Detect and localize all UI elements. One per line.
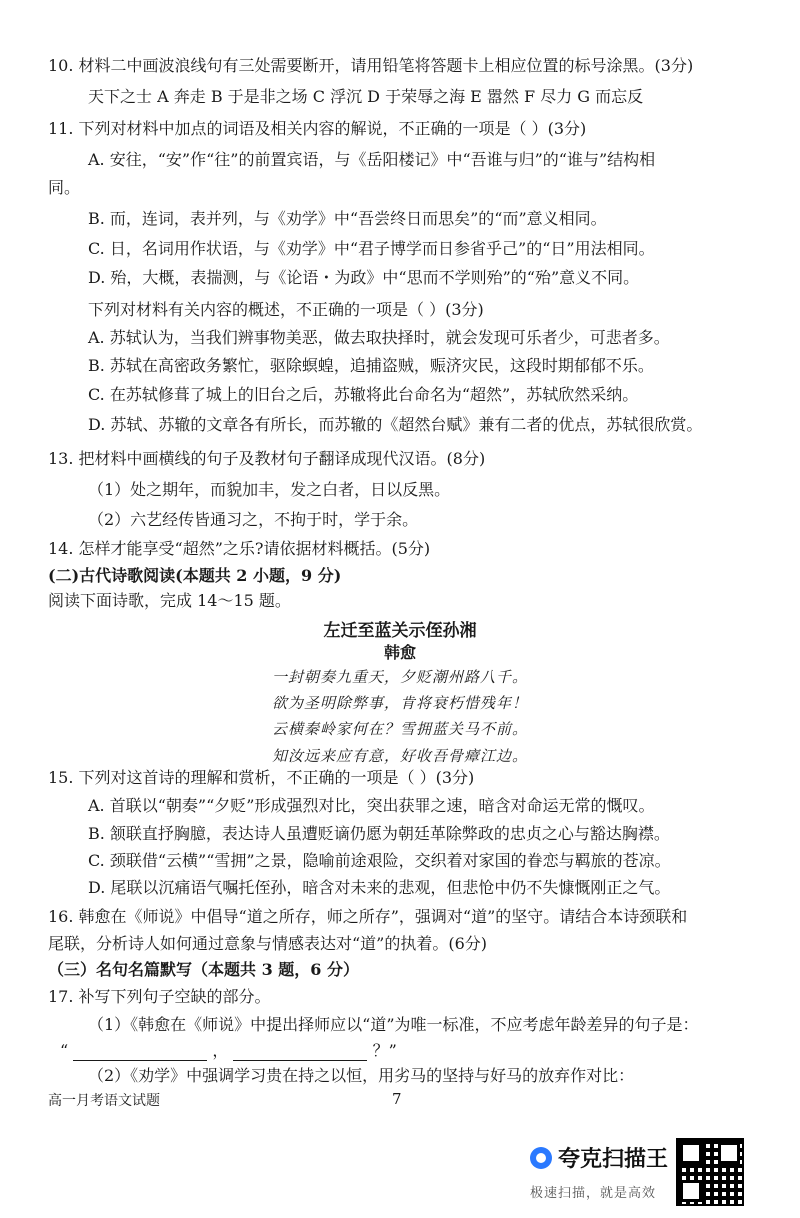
question-16: 16. 韩愈在《师说》中倡导“道之所存，师之所存”，强调对“道”的坚守。请结合本诗颈联和 (48, 907, 688, 926)
question-17: 17. 补写下列句子空缺的部分。 (48, 987, 271, 1006)
question-11: 11. 下列对材料中加点的词语及相关内容的解说，不正确的一项是（ ）(3分) (48, 119, 587, 138)
qr-finder (680, 1180, 702, 1202)
question-11-option-c: C. 日，名词用作状语，与《劝学》中“君子博学而日参省乎己”的“日”用法相同。 (88, 239, 655, 258)
question-12-option-d: D. 苏轼、苏辙的文章各有所长，而苏辙的《超然台赋》兼有二者的优点，苏轼很欣赏。 (88, 415, 703, 434)
question-13-item-1: （1）处之期年，而貌加丰，发之白者，日以反黑。 (88, 480, 451, 499)
scanner-brand: 夸克扫描王 (558, 1147, 669, 1172)
poem-line: 一封朝奏九重天，夕贬潮州路八千。 (271, 668, 528, 686)
answer-blank[interactable] (73, 1044, 207, 1061)
qr-finder (718, 1142, 740, 1164)
close-quote: ？” (372, 1041, 397, 1060)
question-11-option-b: B. 而，连词，表并列，与《劝学》中“吾尝终日而思矣”的“而”意义相同。 (88, 209, 607, 228)
question-15-option-d: D. 尾联以沉痛语气嘱托侄孙，暗含对未来的悲观，但悲怆中仍不失慷慨刚正之气。 (88, 878, 671, 897)
question-17-item-2: （2）《劝学》中强调学习贵在持之以恒，用劣马的坚持与好马的放弃作对比： (88, 1066, 635, 1085)
question-13: 13. 把材料中画横线的句子及教材句子翻译成现代汉语。(8分) (48, 449, 486, 468)
poem-line: 云横秦岭家何在？雪拥蓝关马不前。 (271, 720, 528, 738)
section-2-heading: (二)古代诗歌阅读(本题共 2 小题，9 分) (48, 566, 342, 585)
poem-author: 韩愈 (383, 643, 416, 662)
open-quote: “ (60, 1041, 69, 1060)
question-17-item-1: （1）《韩愈在《师说》中提出择师应以“道”为唯一标准，不应考虑年龄差异的句子是： (88, 1015, 699, 1034)
question-13-item-2: （2）六艺经传皆通习之，不拘于时，学于余。 (88, 510, 419, 529)
qr-finder (680, 1142, 702, 1164)
question-10-options: 天下之士 A 奔走 B 于是非之场 C 浮沉 D 于荣辱之海 E 嚣然 F 尽力 G 而忘反 (88, 87, 644, 106)
question-10: 10. 材料二中画波浪线句有三处需要断开，请用铅笔将答题卡上相应位置的标号涂黑。(3分) (48, 56, 694, 75)
footer-exam-name: 高一月考语文试题 (48, 1093, 160, 1109)
comma: ， (212, 1041, 229, 1060)
question-12: 下列对材料有关内容的概述，不正确的一项是（ ）(3分) (88, 300, 484, 319)
question-11-option-d: D. 殆，大概，表揣测，与《论语・为政》中“思而不学则殆”的“殆”意义不同。 (88, 268, 640, 287)
question-12-option-b: B. 苏轼在高密政务繁忙，驱除螟蝗，追捕盗贼，赈济灾民，这段时期郁郁不乐。 (88, 356, 654, 375)
section-2-intro: 阅读下面诗歌，完成 14～15 题。 (48, 591, 291, 610)
answer-blank[interactable] (233, 1044, 367, 1061)
question-11-option-a-cont: 同。 (48, 178, 81, 197)
question-12-option-c: C. 在苏轼修葺了城上的旧台之后，苏辙将此台命名为“超然”，苏轼欣然采纳。 (88, 385, 639, 404)
question-16-cont: 尾联，分析诗人如何通过意象与情感表达对“道”的执着。(6分) (48, 934, 488, 953)
question-15-option-a: A. 首联以“朝奏”“夕贬”形成强烈对比，突出获罪之速，暗含对命运无常的慨叹。 (88, 796, 655, 815)
question-11-option-a: A. 安往，“安”作“往”的前置宾语，与《岳阳楼记》中“吾谁与归”的“谁与”结构相 (88, 150, 656, 169)
qr-code-icon (676, 1138, 744, 1206)
question-14: 14. 怎样才能享受“超然”之乐?请依据材料概括。(5分) (48, 539, 431, 558)
poem-line: 欲为圣明除弊事，肯将衰朽惜残年！ (271, 694, 528, 712)
question-17-item-1-blanks (60, 1041, 397, 1061)
quark-logo-icon (530, 1147, 552, 1169)
scanner-tagline: 极速扫描，就是高效 (530, 1186, 657, 1201)
section-3-heading: （三）名句名篇默写（本题共 3 题，6 分） (48, 960, 359, 979)
scanner-watermark (530, 1142, 668, 1173)
question-15-option-c: C. 颈联借“云横”“雪拥”之景，隐喻前途艰险，交织着对家国的眷恋与羁旅的苍凉。 (88, 851, 671, 870)
question-12-option-a: A. 苏轼认为，当我们辨事物美恶，做去取抉择时，就会发现可乐者少，可悲者多。 (88, 328, 670, 347)
poem-line: 知汝远来应有意，好收吾骨瘴江边。 (271, 747, 528, 765)
poem-title: 左迁至蓝关示侄孙湘 (323, 621, 477, 641)
question-15-option-b: B. 颔联直抒胸臆，表达诗人虽遭贬谪仍愿为朝廷革除弊政的忠贞之心与豁达胸襟。 (88, 824, 670, 843)
footer-page-number: 7 (392, 1090, 402, 1108)
question-15: 15. 下列对这首诗的理解和赏析，不正确的一项是（ ）(3分) (48, 768, 475, 787)
